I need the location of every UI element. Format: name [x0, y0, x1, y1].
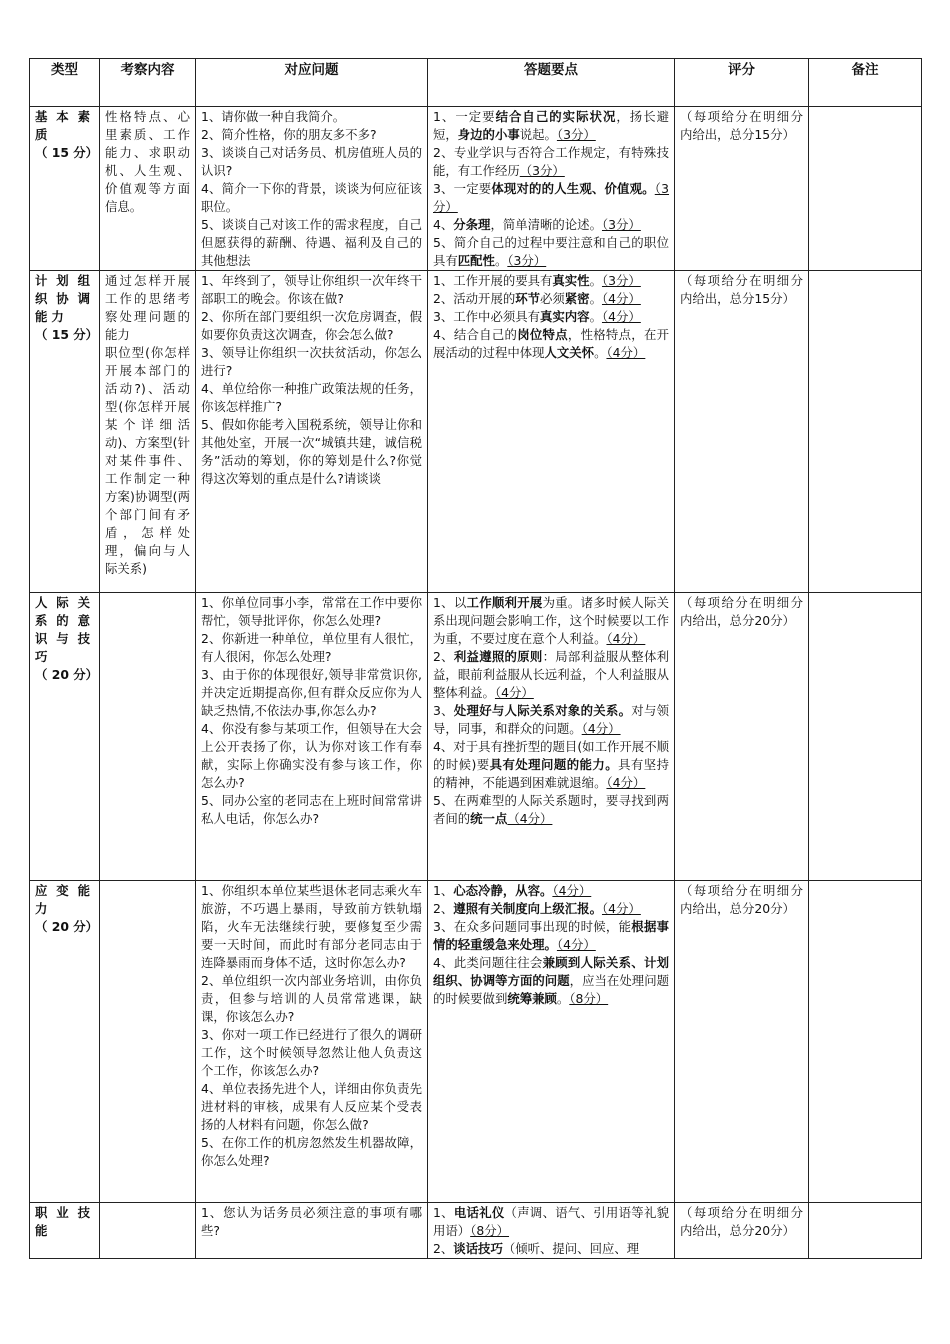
type-cell	[30, 881, 100, 1203]
points-cell	[428, 593, 675, 881]
points-value: （4分）	[601, 309, 641, 324]
type-name: 职业技能	[35, 1205, 94, 1238]
remark-cell	[809, 271, 922, 593]
bold-keyword: 真实内容	[540, 309, 590, 324]
bold-keyword: 匹配性	[457, 253, 495, 268]
bold-keyword: 处理好与人际关系对象的关系。	[453, 703, 632, 718]
point-text: 说起。	[519, 127, 557, 142]
question-item: 3、谈谈自己对话务员、机房值班人员的认识?	[201, 145, 422, 178]
point-text: 2、活动开展的	[433, 291, 516, 306]
remark-cell	[809, 593, 922, 881]
answer-point	[433, 180, 669, 216]
bold-keyword: 分条理	[453, 217, 491, 232]
point-text: 4、结合自己的	[433, 327, 518, 342]
question-item: 1、您认为话务员必须注意的事项有哪些?	[201, 1205, 422, 1238]
bold-keyword: 真实性	[552, 273, 590, 288]
answer-point	[433, 1240, 669, 1258]
answer-point	[433, 234, 669, 270]
header-content: 考察内容	[100, 59, 196, 107]
points-cell	[428, 271, 675, 593]
bold-keyword: 统一点	[470, 811, 508, 826]
point-text: 2、	[433, 649, 454, 664]
question-item: 1、你单位同事小李，常常在工作中要你帮忙，领导批评你，你怎么处理?	[201, 595, 422, 628]
header-questions: 对应问题	[196, 59, 428, 107]
answer-point	[433, 594, 669, 648]
point-text: （倾听、提问、回应、理	[502, 1241, 640, 1256]
header-row	[30, 59, 922, 107]
points-value: （4分）	[606, 775, 646, 790]
content-cell	[100, 1203, 196, 1259]
answer-point	[433, 918, 669, 954]
table-row	[30, 271, 922, 593]
bold-keyword: 岗位特点	[517, 327, 568, 342]
type-score: （ 15 分）	[35, 327, 99, 342]
point-text: 5、在两难型的人际关系题时，要寻找到两者间的	[433, 793, 669, 826]
point-text: ，应当在处理问题的时候要做到	[433, 973, 670, 1006]
type-score: （ 20 分）	[35, 919, 99, 934]
point-text: 3、在众多问题同事出现的时候，能	[433, 919, 632, 934]
point-text: 3、工作中必须具有	[433, 309, 541, 324]
question-item: 4、单位表扬先进个人，详细由你负责先进材料的审核，成果有人反应某个受表扬的人材料有问题，你怎么做?	[201, 1081, 422, 1132]
bold-keyword: 具有处理问题的能力。	[489, 757, 619, 772]
bold-keyword: 紧密	[564, 291, 590, 306]
question-item: 4、简介一下你的背景，谈谈为何应征该职位。	[201, 181, 422, 214]
bold-keyword: 兼顾到人际关系、计划组织、协调等方面的问题	[433, 955, 670, 988]
points-value: （4分）	[552, 883, 592, 898]
point-text: 4、	[433, 217, 454, 232]
point-text: 。	[589, 291, 602, 306]
points-value: （3分）	[601, 217, 641, 232]
header-type: 类型	[30, 59, 100, 107]
bold-keyword: 身边的小事	[457, 127, 520, 142]
answer-point	[433, 108, 669, 144]
answer-point	[433, 290, 669, 308]
point-text: ，简单清晰的论述。	[490, 217, 602, 232]
answer-point	[433, 792, 669, 828]
questions-cell	[196, 107, 428, 271]
bold-keyword: 心态冷静，从容。	[453, 883, 553, 898]
table-row	[30, 107, 922, 271]
question-item: 2、你新进一种单位，单位里有人很忙，有人很闲，你怎么处理?	[201, 631, 422, 664]
type-cell	[30, 593, 100, 881]
remark-cell	[809, 107, 922, 271]
questions-cell	[196, 1203, 428, 1259]
point-text: 1、一定要	[433, 109, 496, 124]
question-item: 1、你组织本单位某些退休老同志乘火车旅游，不巧遇上暴雨，导致前方铁轨塌陷，火车无法继续行驶，要修复至少需要一天时间，而此时有部分老同志由于连降暴雨而身体不适，这时你怎么办?	[201, 883, 422, 970]
answer-point	[433, 900, 669, 918]
type-score: （ 15 分）	[35, 145, 99, 160]
answer-point	[433, 326, 669, 362]
question-item: 5、同办公室的老同志在上班时间常常讲私人电话，你怎么办?	[201, 793, 422, 826]
points-value: （8分）	[470, 1223, 510, 1238]
bold-keyword: 利益遵照的原则	[453, 649, 543, 664]
points-value: （3分）	[507, 253, 547, 268]
table-row	[30, 593, 922, 881]
points-value: （4分）	[581, 721, 621, 736]
table-row	[30, 881, 922, 1203]
question-item: 1、年终到了，领导让你组织一次年终干部职工的晚会。你该在做?	[201, 273, 422, 306]
points-value: （4分）	[494, 685, 534, 700]
point-text: （声调、语气、引用语等礼貌用语）	[433, 1205, 670, 1238]
bold-keyword: 谈话技巧	[453, 1241, 503, 1256]
question-item: 3、你对一项工作已经进行了很久的调研工作，这个时候领导忽然让他人负责这个工作，你该怎么办?	[201, 1027, 422, 1078]
bold-keyword: 根据事情的轻重缓急来处理。	[433, 919, 670, 952]
content-line: 性格特点、心里素质、工作能力、求职动机、人生观、价值观等方面信息。	[105, 109, 190, 214]
points-cell	[428, 881, 675, 1203]
remark-cell	[809, 881, 922, 1203]
point-text: ，扬长避短，	[433, 109, 670, 142]
point-text: 1、	[433, 1205, 454, 1220]
header-remark: 备注	[809, 59, 922, 107]
point-text: 2、专业学识与否符合工作规定，有特殊技能，有工作经历	[433, 145, 669, 178]
question-item: 2、单位组织一次内部业务培训，由你负责，但参与培训的人员常常逃课，缺课，你该怎么办?	[201, 973, 422, 1024]
point-text: 。	[494, 253, 508, 268]
points-value: （4分）	[556, 937, 596, 952]
type-name: 应变能力	[35, 883, 94, 916]
question-item: 5、假如你能考入国税系统，领导让你和其他处室，开展一次“城镇共建，诚信税务”活动的筹划，你的筹划是什么?你觉得这次筹划的重点是什么?请谈谈	[201, 417, 422, 486]
point-text: 5、简介自己的过程中要注意和自己的职位具有	[433, 235, 669, 268]
point-text: 2、	[433, 901, 454, 916]
remark-cell	[809, 1203, 922, 1259]
points-cell	[428, 1203, 675, 1259]
point-text: 4、此类问题往往会	[433, 955, 543, 970]
bold-keyword: 体现对的的人生观、价值观。	[491, 181, 655, 196]
point-text: 1、以	[433, 595, 467, 610]
answer-point	[433, 882, 669, 900]
point-text: 。	[589, 309, 602, 324]
question-item: 5、在你工作的机房忽然发生机器故障，你怎么处理?	[201, 1135, 422, 1168]
answer-point	[433, 1204, 669, 1240]
bold-keyword: 遵照有关制度向上级汇报。	[453, 901, 602, 916]
point-text: 4、对于具有挫折型的题目(如工作开展不顺的时候)要	[433, 739, 669, 772]
point-text: ，性格特点，在开展活动的过程中体现	[433, 327, 670, 360]
point-text: ：局部利益服从整体利益，眼前利益服从长远利益，个人利益服从整体利益。	[433, 649, 670, 700]
point-text: 。	[589, 273, 602, 288]
bold-keyword: 结合自己的实际状况	[495, 109, 617, 124]
answer-point	[433, 954, 669, 1008]
header-points: 答题要点	[428, 59, 675, 107]
interview-scoring-table	[29, 58, 922, 1259]
score-cell: （每项给分在明细分内给出，总分15分）	[675, 271, 809, 593]
point-text: 3、	[433, 703, 454, 718]
content-cell	[100, 107, 196, 271]
answer-point	[433, 308, 669, 326]
point-text: 为重。诸多时候人际关系出现问题会影响工作，这个时候要以工作为重，不要过度在意个人利益。	[433, 595, 670, 646]
answer-point	[433, 648, 669, 702]
questions-cell	[196, 271, 428, 593]
point-text: 1、	[433, 883, 454, 898]
answer-point	[433, 702, 669, 738]
bold-keyword: 电话礼仪	[453, 1205, 505, 1220]
point-text: 2、	[433, 1241, 454, 1256]
answer-point	[433, 272, 669, 290]
answer-point	[433, 738, 669, 792]
points-value: （4分）	[601, 291, 641, 306]
point-text: 3、一定要	[433, 181, 492, 196]
point-text: 1、工作开展的要具有	[433, 273, 553, 288]
point-text: 。	[594, 345, 607, 360]
question-item: 5、谈谈自己对该工作的需求程度，自己但愿获得的薪酬、待遇、福利及自己的其他想法	[201, 217, 422, 268]
type-cell	[30, 271, 100, 593]
content-line: 职位型(你怎样开展本部门的活动?)、活动型(你怎样开展某个详细活动)、方案型(针对某件事件、工作制定一种方案)协调型(两个部门间有矛盾，怎样处理，偏向与人际关系)	[105, 345, 190, 576]
points-value: （3分）	[601, 273, 641, 288]
table-row	[30, 1203, 922, 1259]
bold-keyword: 环节	[515, 291, 541, 306]
score-cell: （每项给分在明细分内给出，总分15分）	[675, 107, 809, 271]
question-item: 4、你没有参与某项工作，但领导在大会上公开表扬了你，认为你对该工作有奉献，实际上你确实没有参与该工作，你怎么办?	[201, 721, 422, 790]
answer-point	[433, 216, 669, 234]
points-value: （8分）	[569, 991, 609, 1006]
point-text: 。	[556, 991, 570, 1006]
content-cell	[100, 881, 196, 1203]
type-score: （ 20 分）	[35, 667, 99, 682]
points-value: （3分）	[556, 127, 596, 142]
bold-keyword: 统筹兼顾	[507, 991, 557, 1006]
point-text: 对与领导，同事，和群众的问题。	[433, 703, 670, 736]
type-cell	[30, 1203, 100, 1259]
type-name: 基本素质	[35, 109, 94, 142]
question-item: 2、你所在部门要组织一次危房调查，假如要你负责这次调查，你会怎么做?	[201, 309, 422, 342]
content-cell	[100, 593, 196, 881]
question-item: 1、请你做一种自我简介。	[201, 109, 346, 124]
question-item: 4、单位给你一种推广政策法规的任务，你该怎样推广?	[201, 381, 422, 414]
answer-point	[433, 144, 669, 180]
type-name: 人际关系的意识与技巧	[35, 595, 94, 664]
score-cell: （每项给分在明细分内给出，总分20分）	[675, 881, 809, 1203]
bold-keyword: 人文关怀	[544, 345, 595, 360]
points-value: （3分）	[519, 163, 565, 178]
content-line: 通过怎样开展工作的思绪考察处理问题的能力	[105, 273, 190, 342]
type-name: 计划组织协调能力	[35, 273, 94, 324]
points-value: （3分）	[433, 181, 670, 214]
point-text: 必须	[540, 291, 565, 306]
points-value: （4分）	[606, 631, 646, 646]
type-cell	[30, 107, 100, 271]
content-cell	[100, 271, 196, 593]
question-item: 3、由于你的体现很好,领导非常赏识你,并决定近期提高你,但有群众反应你为人缺乏热情,不依法办事,你怎么办?	[201, 667, 422, 718]
score-cell: （每项给分在明细分内给出，总分20分）	[675, 593, 809, 881]
header-score: 评分	[675, 59, 809, 107]
point-text: 具有坚持的精神，不能遇到困难就退缩。	[433, 757, 669, 790]
points-value: （4分）	[507, 811, 553, 826]
question-item: 3、领导让你组织一次扶贫活动，你怎么进行?	[201, 345, 422, 378]
question-item: 2、简介性格，你的朋友多不多?	[201, 127, 377, 142]
points-value: （4分）	[601, 901, 641, 916]
points-cell	[428, 107, 675, 271]
bold-keyword: 工作顺利开展	[466, 595, 543, 610]
questions-cell	[196, 881, 428, 1203]
points-value: （4分）	[606, 345, 646, 360]
questions-cell	[196, 593, 428, 881]
score-cell: （每项给分在明细分内给出，总分20分）	[675, 1203, 809, 1259]
